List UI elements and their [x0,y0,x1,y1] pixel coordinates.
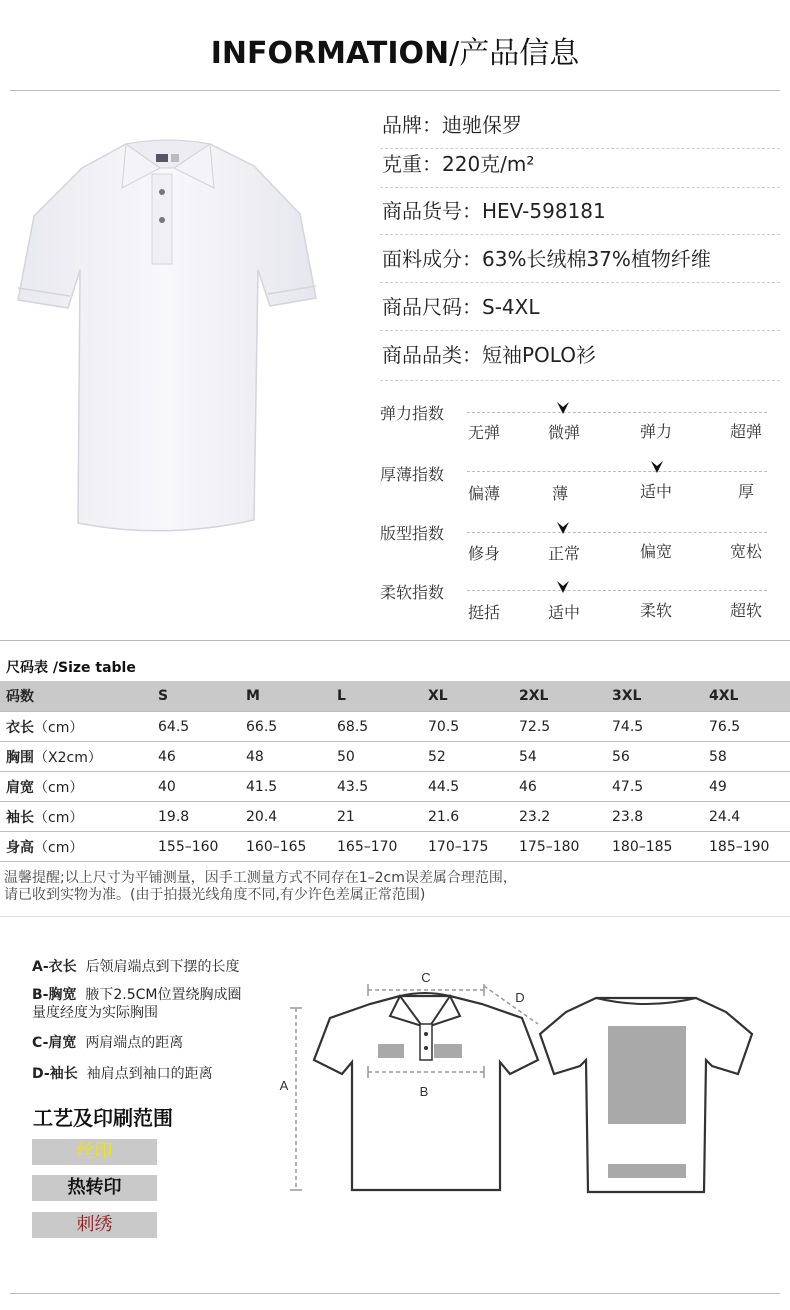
index-option: 薄 [552,484,569,503]
size-table [0,681,790,862]
divider [380,234,780,235]
table-cell: 180–185 [606,832,703,862]
index-option-selected: 适中 [548,603,581,622]
divider [10,1293,780,1294]
table-row [0,742,790,772]
table-header-row [0,681,790,712]
spec-item-number: 商品货号：HEV-598181 [382,199,606,223]
page-title: INFORMATION/产品信息 [210,36,580,71]
svg-text:B: B [419,1084,429,1099]
index-label: 柔软指数 [380,583,445,602]
legend-item-chest: B-胸宽 腋下2.5CM位置绕胸成圈 [32,987,242,1003]
back-shirt-diagram [536,990,758,1196]
index-option: 偏宽 [640,542,673,561]
table-cell: 64.5 [152,712,240,742]
craft-title: 工艺及印刷范围 [33,1106,173,1130]
legend-item-chest-line2: 量度经度为实际胸围 [32,1005,158,1021]
spec-size-range: 商品尺码：S-4XL [382,295,540,319]
index-rule [467,590,767,591]
table-cell: 46 [152,742,240,772]
check-marker-icon [556,401,570,415]
table-header-cell: XL [422,681,513,712]
table-cell: 70.5 [422,712,513,742]
divider [380,380,780,381]
table-cell: 23.2 [513,802,606,832]
table-cell: 66.5 [240,712,331,742]
check-marker-icon [556,580,570,594]
svg-text:A: A [279,1078,289,1093]
divider [380,282,780,283]
row-label: 袖长（cm） [0,802,152,832]
table-header-cell: 2XL [513,681,606,712]
divider [0,916,790,917]
table-cell: 43.5 [331,772,422,802]
table-cell: 46 [513,772,606,802]
divider [10,90,780,91]
table-cell: 41.5 [240,772,331,802]
row-label: 肩宽（cm） [0,772,152,802]
table-cell: 48 [240,742,331,772]
svg-text:C: C [421,970,431,985]
index-label: 弹力指数 [380,404,445,423]
index-option: 弹力 [640,422,673,441]
table-cell: 175–180 [513,832,606,862]
table-row [0,772,790,802]
table-row [0,832,790,862]
note-line: 请已收到实物为准。(由于拍摄光线角度不同,有少许色差属正常范围) [4,887,426,903]
table-cell: 44.5 [422,772,513,802]
index-option: 超软 [730,601,763,620]
note-line: 温馨提醒;以上尺寸为平铺测量，因手工测量方式不同存在1–2cm误差属合理范围， [4,870,517,886]
index-option: 超弹 [730,422,763,441]
legend-item-length: A-衣长 后领肩端点到下摆的长度 [32,959,240,975]
craft-embroidery: 刺绣 [32,1212,157,1238]
table-cell: 76.5 [703,712,790,742]
index-option: 柔软 [640,601,673,620]
row-label: 身高（cm） [0,832,152,862]
table-row [0,802,790,832]
index-label: 版型指数 [380,524,445,543]
table-cell: 185–190 [703,832,790,862]
legend-item-sleeve: D-袖长 袖肩点到袖口的距离 [32,1066,213,1082]
index-option: 无弹 [468,423,501,442]
table-cell: 56 [606,742,703,772]
table-cell: 47.5 [606,772,703,802]
spec-fabric: 面料成分：63%长绒棉37%植物纤维 [382,247,711,271]
check-marker-icon [650,460,664,474]
row-label: 胸围（X2cm） [0,742,152,772]
table-cell: 49 [703,772,790,802]
table-cell: 58 [703,742,790,772]
size-note [4,870,517,904]
table-cell: 24.4 [703,802,790,832]
polo-shirt-image [14,128,324,548]
table-cell: 19.8 [152,802,240,832]
index-option-selected: 适中 [640,482,673,501]
divider [380,330,780,331]
table-cell: 21 [331,802,422,832]
front-shirt-diagram [270,962,540,1202]
size-table-title: 尺码表 /Size table [6,660,136,676]
table-cell: 170–175 [422,832,513,862]
index-option: 修身 [468,544,501,563]
table-cell: 21.6 [422,802,513,832]
divider [0,640,790,641]
index-option: 偏薄 [468,484,501,503]
index-label: 厚薄指数 [380,465,445,484]
table-cell: 54 [513,742,606,772]
svg-text:D: D [515,990,525,1005]
check-marker-icon [556,521,570,535]
table-header-cell: L [331,681,422,712]
table-header-cell: 4XL [703,681,790,712]
table-cell: 40 [152,772,240,802]
table-header-cell: M [240,681,331,712]
table-row [0,712,790,742]
table-cell: 23.8 [606,802,703,832]
legend-item-shoulder: C-肩宽 两肩端点的距离 [32,1035,184,1051]
table-header-cell: 3XL [606,681,703,712]
table-cell: 155–160 [152,832,240,862]
index-rule [467,412,767,413]
index-option: 宽松 [730,542,763,561]
craft-silkscreen: 丝印 [32,1139,157,1165]
table-header-cell: S [152,681,240,712]
spec-category: 商品品类：短袖POLO衫 [382,343,596,367]
table-cell: 20.4 [240,802,331,832]
spec-weight: 克重：220克/m² [382,152,535,176]
row-label: 衣长（cm） [0,712,152,742]
index-rule [467,532,767,533]
table-cell: 72.5 [513,712,606,742]
spec-brand: 品牌：迪驰保罗 [382,113,522,137]
index-option: 厚 [738,482,755,501]
index-option-selected: 微弹 [548,423,581,442]
table-cell: 74.5 [606,712,703,742]
index-option: 挺括 [468,603,501,622]
table-cell: 165–170 [331,832,422,862]
table-cell: 52 [422,742,513,772]
index-rule [467,471,767,472]
table-cell: 160–165 [240,832,331,862]
table-header-cell: 码数 [0,681,152,712]
table-cell: 68.5 [331,712,422,742]
craft-heat-transfer: 热转印 [32,1175,157,1201]
table-cell: 50 [331,742,422,772]
index-option-selected: 正常 [548,544,581,563]
